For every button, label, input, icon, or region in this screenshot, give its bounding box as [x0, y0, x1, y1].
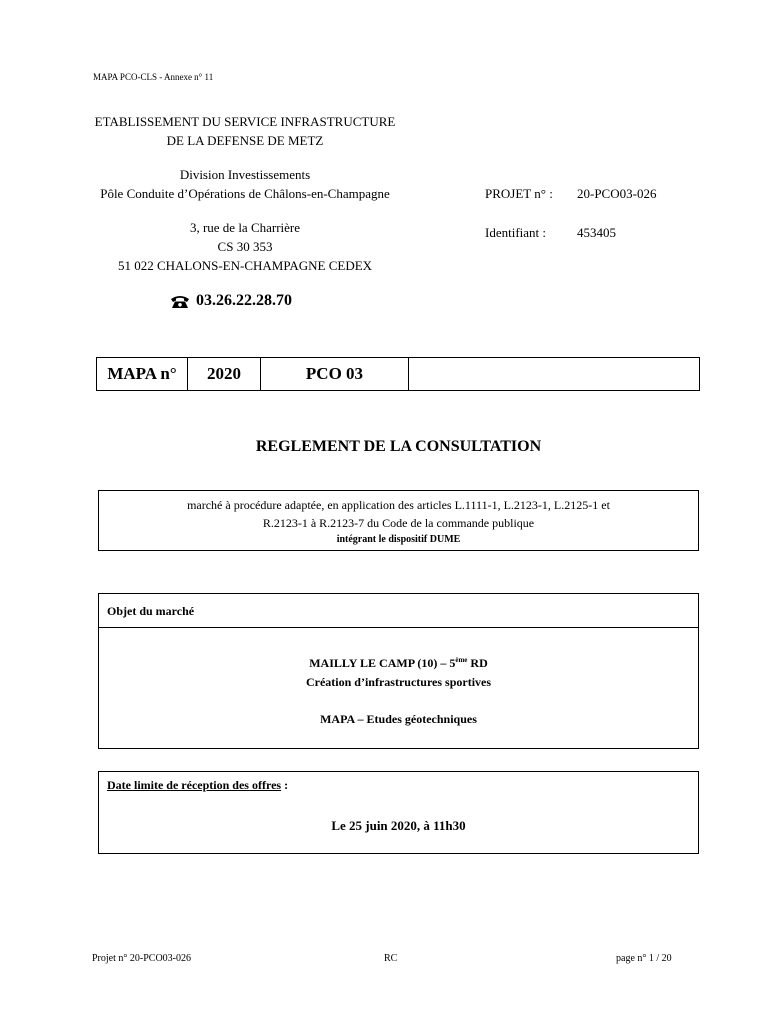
object-heading: Objet du marché [99, 594, 698, 628]
object-line-1: MAILLY LE CAMP (10) – 5ème RD [309, 656, 488, 670]
deadline-heading: Date limite de réception des offres : [107, 778, 289, 792]
identifier-value: 453405 [577, 225, 616, 240]
address-line-3: 51 022 CHALONS-EN-CHAMPAGNE CEDEX [117, 258, 373, 273]
address-line-2: CS 30 353 [217, 239, 273, 254]
procedure-dume: intégrant le dispositif DUME [336, 534, 461, 545]
mapa-code: PCO 03 [261, 358, 409, 390]
mapa-label: MAPA n° [97, 358, 188, 390]
phone-line [170, 292, 292, 310]
procedure-box [98, 490, 699, 551]
footer-project: Projet n° 20-PCO03-026 [92, 953, 191, 964]
procedure-line-1: marché à procédure adaptée, en application des articles L.1111-1, L.2123-1, L.2125-1 et [187, 498, 610, 512]
mapa-extra [409, 358, 699, 390]
footer-doc-type: RC [384, 953, 398, 964]
phone-number: 03.26.22.28.70 [196, 292, 292, 309]
procedure-line-2: R.2123-1 à R.2123-7 du Code de la commande publique [262, 516, 535, 530]
mapa-year: 2020 [188, 358, 261, 390]
object-body [99, 628, 698, 729]
division-line-2: Pôle Conduite d’Opérations de Châlons-en-Champagne [100, 186, 390, 201]
telephone-icon [170, 294, 190, 309]
org-line-1: ETABLISSEMENT DU SERVICE INFRASTRUCTURE [94, 114, 396, 129]
org-line-2: DE LA DEFENSE DE METZ [166, 133, 324, 148]
identifier-label: Identifiant : [485, 225, 547, 240]
address-line-1: 3, rue de la Charrière [189, 220, 301, 235]
division-line-1: Division Investissements [179, 167, 311, 182]
deadline-value: Le 25 juin 2020, à 11h30 [331, 818, 466, 833]
object-line-3: MAPA – Etudes géotechniques [320, 712, 477, 726]
document-title: REGLEMENT DE LA CONSULTATION [255, 438, 542, 455]
deadline-box [98, 771, 699, 854]
project-value: 20-PCO03-026 [577, 186, 657, 201]
object-box [98, 593, 699, 749]
project-label: PROJET n° : [485, 186, 553, 201]
object-line-2: Création d’infrastructures sportives [305, 675, 492, 689]
mapa-number-box [96, 357, 700, 391]
annex-reference: MAPA PCO-CLS - Annexe n° 11 [93, 72, 214, 82]
footer-page-number: page n° 1 / 20 [616, 953, 672, 964]
